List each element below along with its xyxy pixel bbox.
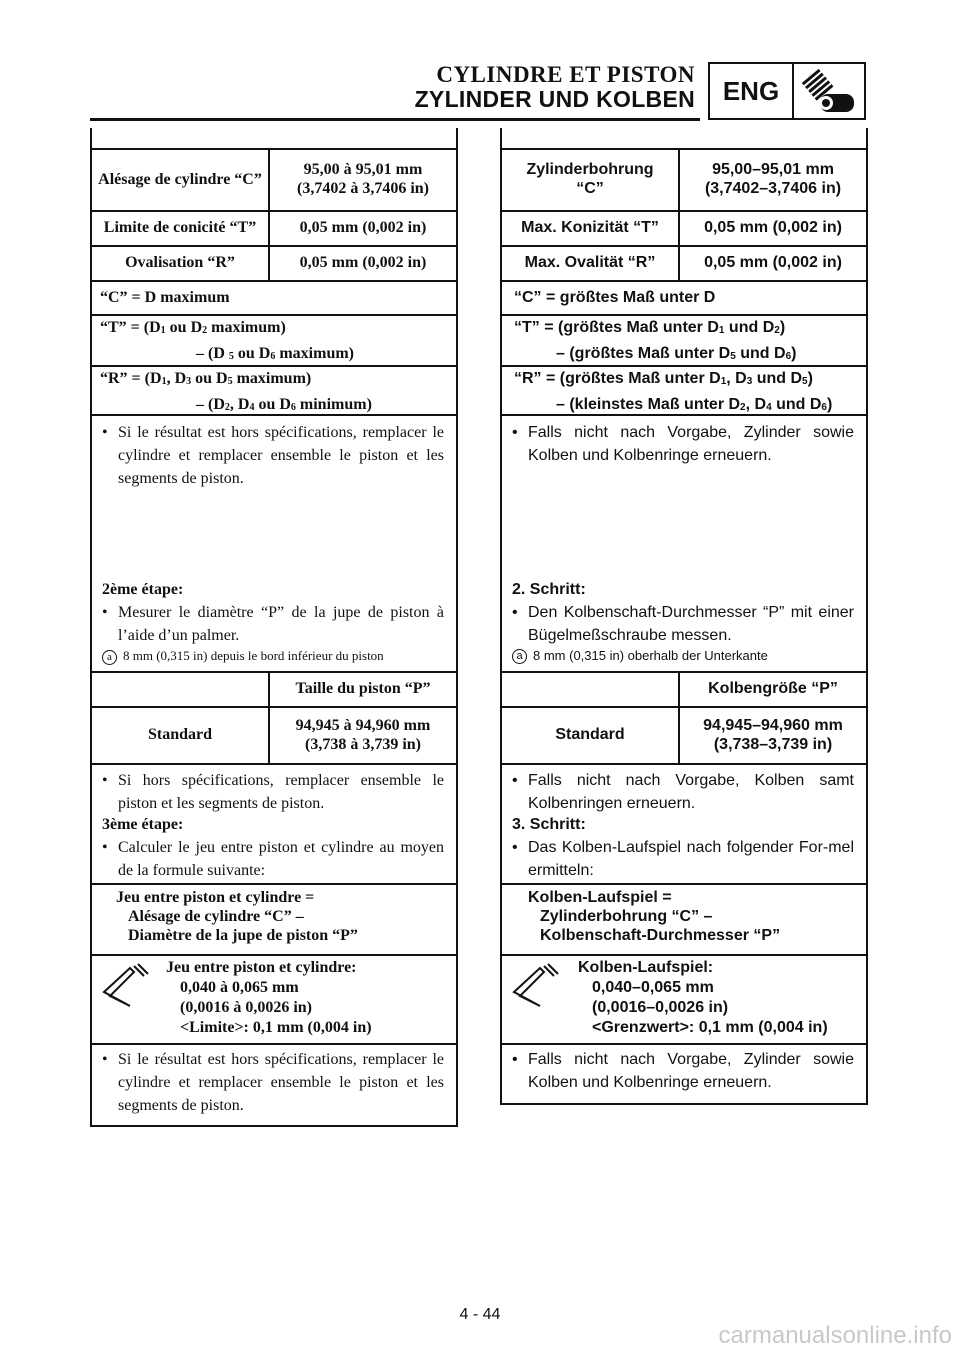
instruction-text: Si hors spécifications, remplacer ensemble le piston et les segments de piston. <box>118 772 444 812</box>
spec-value-bore <box>680 148 866 210</box>
formula-text: , D <box>166 370 187 387</box>
instruction-bullet: • Si le résultat est hors spécifications, remplacer le cylindre et remplacer ensemble le piston et les segments de piston. <box>102 1048 444 1117</box>
instruction-bullet: • Mesurer le diamètre “P” de la jupe de piston à l’aide d’un palmer. <box>102 601 444 647</box>
formula-text: maximum) <box>236 370 312 387</box>
spec-value-taper: 0,05 mm (0,002 in) <box>299 219 427 236</box>
instruction-bullet: • Den Kolbenschaft-Durchmesser “P” mit einer Bügelmeßschraube messen. <box>512 601 854 647</box>
instruction-bullet: • Si hors spécifications, remplacer ensemble le piston et les segments de piston. <box>102 769 444 815</box>
formula-text: und D <box>740 345 786 362</box>
divider <box>92 883 456 885</box>
formula-text: und D <box>728 319 775 336</box>
formula-text: – (D <box>196 396 225 413</box>
measure-caliper-icon <box>510 962 562 1015</box>
instruction-bullet: • Falls nicht nach Vorgabe, Kolben samt Kolbenringen erneuern. <box>512 769 854 815</box>
formula-text: ) <box>779 319 786 336</box>
formula-text: maximum) <box>279 345 354 362</box>
spec-label-oval: Ovalisation “R” <box>125 254 235 271</box>
formula-text: , D <box>745 396 767 413</box>
divider <box>502 883 866 885</box>
measure-caliper-icon <box>100 962 152 1015</box>
instruction-text: Das Kolben-Laufspiel nach folgender For-mel ermitteln: <box>528 839 854 879</box>
piston-standard-value <box>270 706 456 763</box>
spec-value-line: (3,738 à 3,739 in) <box>305 735 421 753</box>
subscript: 5 <box>730 351 736 362</box>
formula-text: ) <box>791 345 797 362</box>
subscript: 6 <box>290 402 296 413</box>
engine-piston-icon <box>794 64 864 118</box>
formula-line: Kolbenschaft-Durchmesser “P” <box>540 927 781 944</box>
german-column <box>500 128 868 1105</box>
spec-line: 0,040–0,065 mm <box>592 979 714 996</box>
piston-size-header: Taille du piston “P” <box>295 680 431 697</box>
instruction-bullet: • Si le résultat est hors spécifications, remplacer le cylindre et remplacer ensemble le piston et les segments de piston. <box>102 421 444 490</box>
spec-label-taper: Max. Konizität “T” <box>521 219 659 236</box>
spec-title: Jeu entre piston et cylindre: <box>166 959 357 976</box>
instruction-text: Falls nicht nach Vorgabe, Kolben samt Kolbenringen erneuern. <box>528 772 854 812</box>
subscript: 5 <box>228 351 234 362</box>
subscript: 1 <box>161 376 167 387</box>
subscript: 2 <box>740 402 746 413</box>
spec-value-oval: 0,05 mm (0,002 in) <box>704 254 842 271</box>
divider <box>92 954 456 956</box>
formula-text: und D <box>776 396 822 413</box>
subscript: 6 <box>270 351 276 362</box>
formula-text: “T” = (größtes Maß unter D <box>514 319 719 336</box>
spec-value-line: 95,00 à 95,01 mm <box>303 161 423 178</box>
spec-value-oval: 0,05 mm (0,002 in) <box>299 254 427 271</box>
divider <box>502 1043 866 1045</box>
spec-value-line: (3,7402 à 3,7406 in) <box>297 180 429 197</box>
instruction-text: Calculer le jeu entre piston et cylindre au moyen de la formule suivante: <box>118 839 444 879</box>
formula-text: “R” = (D <box>100 370 162 387</box>
formula-text: – (größtes Maß unter D <box>556 345 731 362</box>
step-heading: 2. Schritt: <box>512 581 586 598</box>
eng-badge <box>708 62 866 120</box>
divider <box>502 763 866 765</box>
formula-text: ou D <box>195 370 228 387</box>
subscript: 2 <box>774 325 780 336</box>
piston-standard-value <box>680 706 866 763</box>
subscript: 2 <box>224 402 230 413</box>
subscript: 5 <box>802 376 808 387</box>
instruction-text: Den Kolbenschaft-Durchmesser “P” mit einer Bügelmeßschraube messen. <box>528 604 854 644</box>
formula-text: maximum) <box>211 319 286 336</box>
instruction-bullet: • Calculer le jeu entre piston et cylindre au moyen de la formule suivante: <box>102 836 444 882</box>
french-column <box>90 128 458 1127</box>
step-heading: 3ème étape: <box>102 816 184 833</box>
spec-label-bore <box>502 148 678 210</box>
divider <box>92 1043 456 1045</box>
formula-text: , D <box>726 370 747 387</box>
formula-line: Alésage de cylindre “C” – <box>128 908 304 925</box>
formula-text: ou D <box>169 319 203 336</box>
instruction-text: Falls nicht nach Vorgabe, Zylinder sowie Kolben und Kolbenringe erneuern. <box>528 1051 854 1091</box>
spec-value-line: 94,945 à 94,960 mm <box>295 716 431 734</box>
section-title-de: ZYLINDER UND KOLBEN <box>414 86 695 112</box>
note-text: 8 mm (0,315 in) oberhalb der Unterkante <box>533 648 768 663</box>
callout-a-icon: a <box>512 649 527 664</box>
formula-line: Kolben-Laufspiel = <box>528 889 672 906</box>
subscript: 2 <box>202 325 208 336</box>
clearance-spec <box>166 958 372 1038</box>
clearance-formula <box>116 888 358 945</box>
section-title-fr: CYLINDRE ET PISTON <box>436 62 695 87</box>
formula-text: ou D <box>237 345 271 362</box>
formula-text: , D <box>229 396 250 413</box>
formula-line: Diamètre de la jupe de piston “P” <box>128 927 358 944</box>
watermark-url: carmanualsonline.info <box>718 1322 952 1349</box>
piston-standard-label: Standard <box>555 726 625 743</box>
formula-text: und D <box>756 370 803 387</box>
note-text: 8 mm (0,315 in) depuis le bord inférieur du piston <box>123 648 384 663</box>
instruction-text: Si le résultat est hors spécifications, remplacer le cylindre et remplacer ensemble le piston et les segments de piston. <box>118 424 444 487</box>
instruction-text: Mesurer le diamètre “P” de la jupe de piston à l’aide d’un palmer. <box>118 604 444 644</box>
page-number: 4 - 44 <box>459 1306 501 1323</box>
spec-line: <Grenzwert>: 0,1 mm (0,004 in) <box>592 1019 828 1036</box>
divider <box>92 763 456 765</box>
divider <box>502 414 866 416</box>
subscript: 3 <box>746 376 753 387</box>
note-a <box>512 648 768 664</box>
subscript: 6 <box>785 351 792 362</box>
divider <box>502 954 866 956</box>
instruction-text: Falls nicht nach Vorgabe, Zylinder sowie Kolben und Kolbenringe erneuern. <box>528 424 854 464</box>
subscript: 1 <box>718 325 725 336</box>
note-a <box>102 648 384 665</box>
spec-line: (0,0016–0,0026 in) <box>592 999 729 1016</box>
spec-value-line: (3,738–3,739 in) <box>713 735 833 753</box>
spec-line: <Limite>: 0,1 mm (0,004 in) <box>180 1019 372 1036</box>
clearance-formula <box>528 888 780 945</box>
piston-standard-label: Standard <box>147 726 213 743</box>
formula-c: “C” = D maximum <box>100 289 230 306</box>
step-heading: 2ème étape: <box>102 581 184 598</box>
piston-size-header: Kolbengröße “P” <box>708 680 838 697</box>
formula-text: ) <box>807 370 813 387</box>
formula-t <box>100 316 354 368</box>
formula-text: ) <box>826 396 833 413</box>
instruction-bullet: • Falls nicht nach Vorgabe, Zylinder sowie Kolben und Kolbenringe erneuern. <box>512 1048 854 1094</box>
spec-label-taper: Limite de conicité “T” <box>103 219 257 236</box>
formula-text: “R” = (größtes Maß unter D <box>514 370 721 387</box>
subscript: 5 <box>227 376 233 387</box>
formula-r <box>514 367 832 419</box>
spec-label-bore: Alésage de cylindre “C” <box>98 170 262 188</box>
formula-text: minimum) <box>299 396 372 413</box>
formula-text: – (kleinstes Maß unter D <box>556 396 741 413</box>
formula-t <box>514 316 796 368</box>
subscript: 3 <box>186 376 192 387</box>
formula-text: – (D <box>196 345 225 362</box>
spec-title: Kolben-Laufspiel: <box>578 959 714 976</box>
subscript: 1 <box>160 325 166 336</box>
spec-label-line: “C” <box>576 180 604 197</box>
spec-value-taper: 0,05 mm (0,002 in) <box>704 219 842 236</box>
spec-label-line: Zylinderbohrung <box>526 161 654 178</box>
instruction-text: Si le résultat est hors spécifications, remplacer le cylindre et remplacer ensemble le piston et les segments de piston. <box>118 1051 444 1114</box>
formula-text: ou D <box>258 396 291 413</box>
formula-line: Jeu entre piston et cylindre = <box>116 889 315 906</box>
subscript: 4 <box>249 402 255 413</box>
divider <box>92 414 456 416</box>
formula-c: “C” = größtes Maß unter D <box>514 289 716 306</box>
spec-value-line: (3,7402–3,7406 in) <box>704 180 842 197</box>
spec-value-bore <box>270 148 456 210</box>
subscript: 1 <box>720 376 727 387</box>
column-bottom-rule <box>90 1125 458 1127</box>
clearance-spec <box>578 958 828 1038</box>
header-rule <box>90 118 700 121</box>
formula-r <box>100 367 372 419</box>
eng-label: ENG <box>710 64 794 118</box>
instruction-bullet: • Das Kolben-Laufspiel nach folgender For-mel ermitteln: <box>512 836 854 882</box>
callout-a-icon: a <box>102 650 117 665</box>
spec-line: (0,0016 à 0,0026 in) <box>180 999 312 1016</box>
formula-line: Zylinderbohrung “C” – <box>540 908 713 925</box>
spec-value-line: 95,00–95,01 mm <box>712 161 834 178</box>
subscript: 4 <box>766 402 772 413</box>
formula-text: “T” = (D <box>100 319 161 336</box>
spec-value-line: 94,945–94,960 mm <box>703 716 843 734</box>
step-heading: 3. Schritt: <box>512 816 586 833</box>
instruction-bullet: • Falls nicht nach Vorgabe, Zylinder sowie Kolben und Kolbenringe erneuern. <box>512 421 854 467</box>
spec-line: 0,040 à 0,065 mm <box>180 979 299 996</box>
spec-label-oval: Max. Ovalität “R” <box>524 254 656 271</box>
subscript: 6 <box>821 402 827 413</box>
column-bottom-rule <box>500 1103 868 1105</box>
